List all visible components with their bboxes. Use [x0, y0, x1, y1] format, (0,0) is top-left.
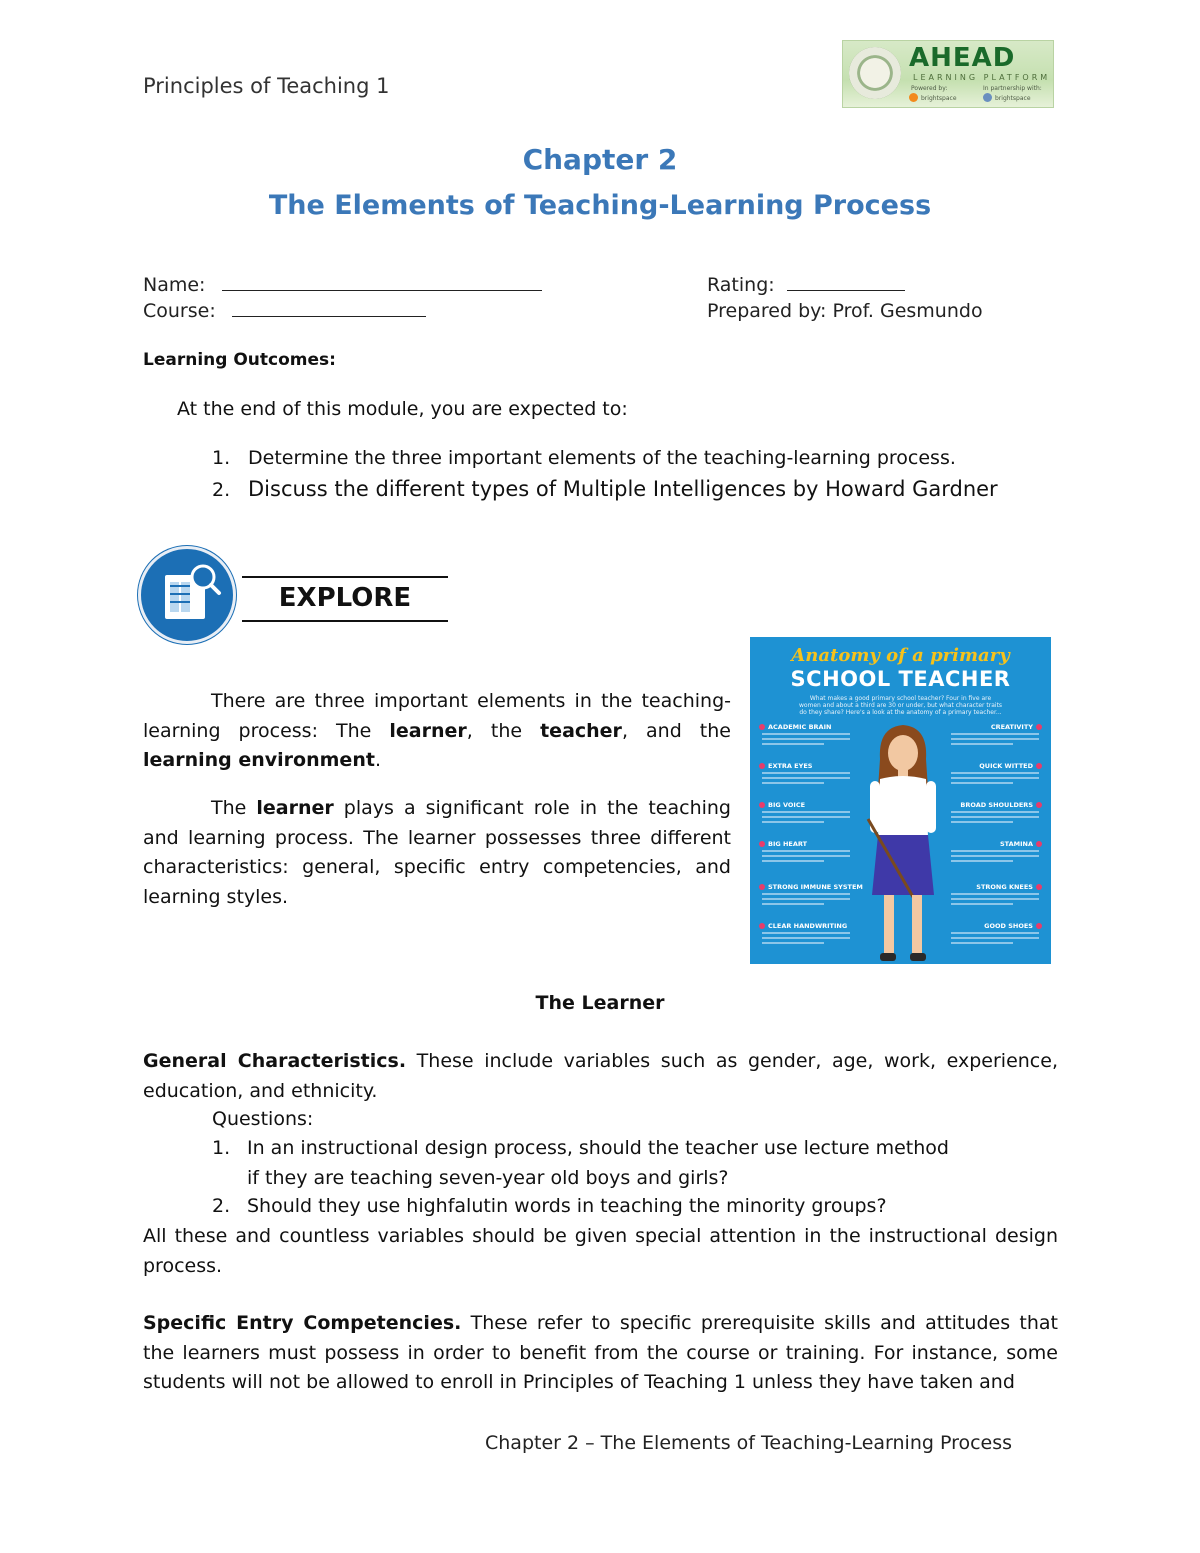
paragraph-text: plays a significant role in the teaching and learning process. The learner possesses three different characteristics: general, specific entry competencies, and learning styles. [143, 797, 731, 908]
poster-trait: BIG HEART [756, 840, 807, 848]
closing-paragraph: All these and countless variables should be given special attention in the instructional design process. [143, 1225, 1058, 1277]
list-item [212, 1134, 1058, 1193]
teacher-illustration [858, 719, 948, 964]
poster-trait: BIG VOICE [756, 801, 805, 809]
learner-role-paragraph [143, 794, 731, 912]
question-line: In an instructional design process, should the teacher use lecture method [247, 1137, 949, 1159]
logo-brand: AHEAD [909, 43, 1016, 73]
keyword-learner: learner [256, 797, 334, 819]
keyword-learner: learner [389, 719, 467, 742]
name-label: Name: [143, 274, 206, 296]
paragraph-text: The [211, 797, 257, 819]
page-footer: Chapter 2 – The Elements of Teaching-Learning Process [485, 1432, 1013, 1454]
poster-trait: ACADEMIC BRAIN [756, 723, 831, 731]
list-item-text: Determine the three important elements of the teaching-learning process. [248, 447, 956, 469]
explore-label: EXPLORE [242, 576, 448, 622]
university-seal-icon [849, 47, 901, 99]
logo-powered-by: Powered by: [911, 85, 948, 92]
chapter-number: Chapter 2 [522, 143, 678, 176]
course-blank-line[interactable] [232, 316, 426, 317]
sponsor-dot-icon [909, 93, 918, 102]
general-characteristics-label: General Characteristics. [143, 1050, 407, 1072]
list-item-text: Discuss the different types of Multiple Intelligences by Howard Gardner [248, 477, 998, 501]
document-header-title: Principles of Teaching 1 [143, 74, 390, 98]
elements-paragraph [143, 687, 731, 776]
list-item-number: 1. [212, 1137, 231, 1159]
book-search-icon [138, 546, 236, 644]
paragraph-text: These include variables such as gender, age, work, experience, education, and ethnicity. [143, 1050, 1058, 1102]
sponsor-dot-icon [983, 93, 992, 102]
poster-trait: QUICK WITTED [979, 762, 1045, 770]
rating-label: Rating: [707, 274, 775, 296]
list-item-number: 2. [212, 1195, 231, 1217]
poster-trait: EXTRA EYES [756, 762, 812, 770]
paragraph-text: , the [466, 719, 541, 742]
ahead-logo [842, 40, 1054, 108]
poster-trait: GOOD SHOES [984, 922, 1045, 930]
teacher-anatomy-poster [750, 637, 1051, 964]
logo-subtitle: LEARNING PLATFORM [913, 73, 1051, 82]
paragraph-text: , and the [621, 719, 731, 742]
prepared-by: Prepared by: Prof. Gesmundo [707, 300, 983, 322]
poster-trait: CLEAR HANDWRITING [756, 922, 847, 930]
question-line: if they are teaching seven-year old boys and girls? [247, 1166, 729, 1189]
course-label: Course: [143, 300, 216, 322]
specific-entry-paragraph [143, 1309, 1058, 1398]
specific-entry-label: Specific Entry Competencies. [143, 1312, 462, 1334]
course-field[interactable] [143, 300, 426, 322]
poster-trait: STRONG KNEES [976, 883, 1045, 891]
poster-title-main: SCHOOL TEACHER [790, 667, 1011, 691]
paragraph-text: These refer to specific prerequisite skills and attitudes that the learners must possess in order to benefit from the course or training. For instance, some students will not be allowed to enroll in Principles of Teaching 1 unless they have taken and [143, 1312, 1058, 1393]
rating-field[interactable] [707, 274, 905, 296]
poster-trait: BROAD SHOULDERS [960, 801, 1045, 809]
chapter-title: The Elements of Teaching-Learning Process [268, 190, 932, 221]
poster-trait: CREATIVITY [991, 723, 1045, 731]
poster-trait: STAMINA [1000, 840, 1045, 848]
paragraph-text: . [374, 749, 381, 771]
poster-description: What makes a good primary school teacher? Four in five are women and about a third are 30 or under, but what character traits do they share? Here's a look at the anatomy of a primary teacher... [798, 695, 1003, 716]
list-item-number: 1. [212, 447, 231, 469]
logo-sponsor-1: brightspace [921, 95, 957, 102]
paragraph-text: There are three important elements in the teaching-learning process: The [143, 690, 731, 742]
name-field[interactable] [143, 274, 542, 296]
keyword-learning-environment: learning environment [143, 749, 375, 771]
keyword-teacher: teacher [540, 719, 622, 742]
name-blank-line[interactable] [222, 290, 542, 291]
logo-sponsor-2: brightspace [995, 95, 1031, 102]
poster-title-script: Anatomy of a primary [791, 645, 1010, 666]
general-characteristics-paragraph [143, 1047, 1058, 1106]
question-line: Should they use highfalutin words in teaching the minority groups? [247, 1195, 887, 1217]
list-item [212, 1192, 1058, 1222]
outcomes-intro: At the end of this module, you are expected to: [177, 398, 628, 420]
learning-outcomes-heading: Learning Outcomes: [143, 350, 336, 370]
poster-trait: STRONG IMMUNE SYSTEM [756, 883, 863, 891]
list-item-number: 2. [212, 479, 231, 501]
rating-blank-line[interactable] [787, 290, 905, 291]
questions-label: Questions: [212, 1108, 314, 1130]
section-heading-the-learner: The Learner [535, 992, 665, 1014]
logo-partner-label: In partnership with: [983, 85, 1042, 92]
